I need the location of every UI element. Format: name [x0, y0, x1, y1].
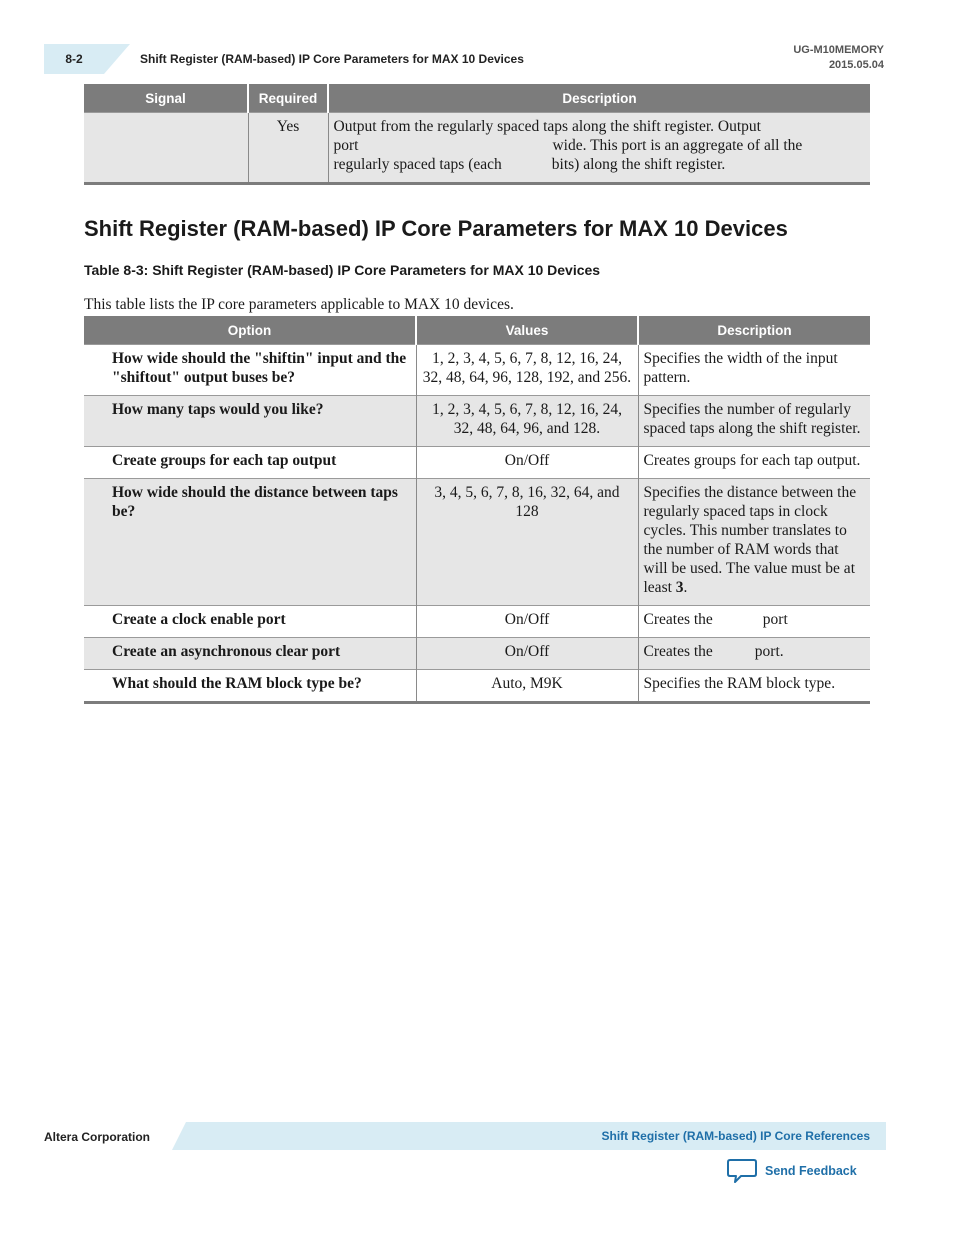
table-row — [84, 396, 870, 447]
description-cell — [638, 479, 870, 606]
description-line: Output from the regularly spaced taps along the shift register. Output — [333, 118, 761, 135]
footer-band-decoration — [172, 1122, 186, 1150]
column-header-required: Required — [248, 84, 328, 113]
table-caption: Table 8-3: Shift Register (RAM-based) IP Core Parameters for MAX 10 Devices — [84, 262, 601, 278]
option-cell: Create groups for each tap output — [84, 447, 416, 479]
description-fragment: port. — [754, 643, 784, 660]
document-info — [793, 43, 884, 73]
values-cell: 1, 2, 3, 4, 5, 6, 7, 8, 12, 16, 24, 32, 48, 64, 96, 128, 192, and 256. — [416, 345, 638, 396]
option-cell: Create a clock enable port — [84, 606, 416, 638]
values-cell: 1, 2, 3, 4, 5, 6, 7, 8, 12, 16, 24, 32, 48, 64, 96, and 128. — [416, 396, 638, 447]
option-cell: How wide should the "shiftin" input and the "shiftout" output buses be? — [84, 345, 416, 396]
running-header-title: Shift Register (RAM-based) IP Core Parameters for MAX 10 Devices — [140, 52, 524, 66]
values-cell: On/Off — [416, 606, 638, 638]
description-fragment: Creates the — [643, 643, 713, 660]
document-id: UG-M10MEMORY — [793, 44, 884, 56]
description-cell: Creates groups for each tap output. — [638, 447, 870, 479]
required-cell: Yes — [248, 113, 328, 184]
send-feedback-link[interactable] — [727, 1158, 857, 1184]
description-cell: Specifies the number of regularly spaced taps along the shift register. — [638, 396, 870, 447]
document-date: 2015.05.04 — [828, 59, 884, 71]
description-fragment: wide. This port is an aggregate of all the — [552, 137, 803, 154]
option-cell: How many taps would you like? — [84, 396, 416, 447]
page-tab-decoration — [104, 44, 130, 74]
description-end: . — [683, 579, 688, 596]
description-cell: Specifies the RAM block type. — [638, 670, 870, 703]
column-header-description: Description — [638, 316, 870, 345]
table-row — [84, 479, 870, 606]
signals-table — [84, 84, 870, 185]
table-row — [84, 670, 870, 703]
description-fragment: port — [333, 137, 359, 154]
page-number: 8-2 — [44, 44, 104, 74]
table-row — [84, 447, 870, 479]
table-row — [84, 113, 870, 184]
table-row — [84, 638, 870, 670]
column-header-option: Option — [84, 316, 416, 345]
intro-paragraph: This table lists the IP core parameters applicable to MAX 10 devices. — [84, 296, 514, 313]
description-fragment: bits) along the shift register. — [551, 156, 726, 173]
values-cell: Auto, M9K — [416, 670, 638, 703]
description-bold-value: 3 — [675, 579, 684, 596]
table-row — [84, 606, 870, 638]
description-fragment: regularly spaced taps (each — [333, 156, 502, 173]
description-fragment: port — [762, 611, 788, 628]
option-cell: What should the RAM block type be? — [84, 670, 416, 703]
parameters-table — [84, 316, 870, 704]
values-cell: 3, 4, 5, 6, 7, 8, 16, 32, 64, and 128 — [416, 479, 638, 606]
description-line — [334, 136, 866, 155]
footer-company: Altera Corporation — [44, 1130, 151, 1144]
description-cell — [328, 113, 870, 184]
column-header-values: Values — [416, 316, 638, 345]
values-cell: On/Off — [416, 447, 638, 479]
parameters-table-header — [84, 316, 870, 345]
column-header-signal: Signal — [84, 84, 248, 113]
description-cell: Specifies the width of the input pattern. — [638, 345, 870, 396]
table-row — [84, 345, 870, 396]
description-fragment: Creates the — [643, 611, 713, 628]
description-text: Specifies the distance between the regularly spaced taps in clock cycles. This number translates to the number of RAM words that will be used. The value must be at least — [643, 484, 857, 596]
speech-bubble-icon — [727, 1158, 757, 1184]
column-header-description: Description — [328, 84, 870, 113]
section-title: Shift Register (RAM-based) IP Core Parameters for MAX 10 Devices — [84, 216, 788, 241]
option-cell: How wide should the distance between taps be? — [84, 479, 416, 606]
values-cell: On/Off — [416, 638, 638, 670]
footer-reference-link[interactable]: Shift Register (RAM-based) IP Core References — [601, 1129, 870, 1143]
signal-cell — [84, 113, 248, 184]
signals-table-header — [84, 84, 870, 113]
send-feedback-label: Send Feedback — [765, 1164, 857, 1178]
option-cell: Create an asynchronous clear port — [84, 638, 416, 670]
description-cell — [638, 606, 870, 638]
description-cell — [638, 638, 870, 670]
description-line — [334, 155, 866, 174]
